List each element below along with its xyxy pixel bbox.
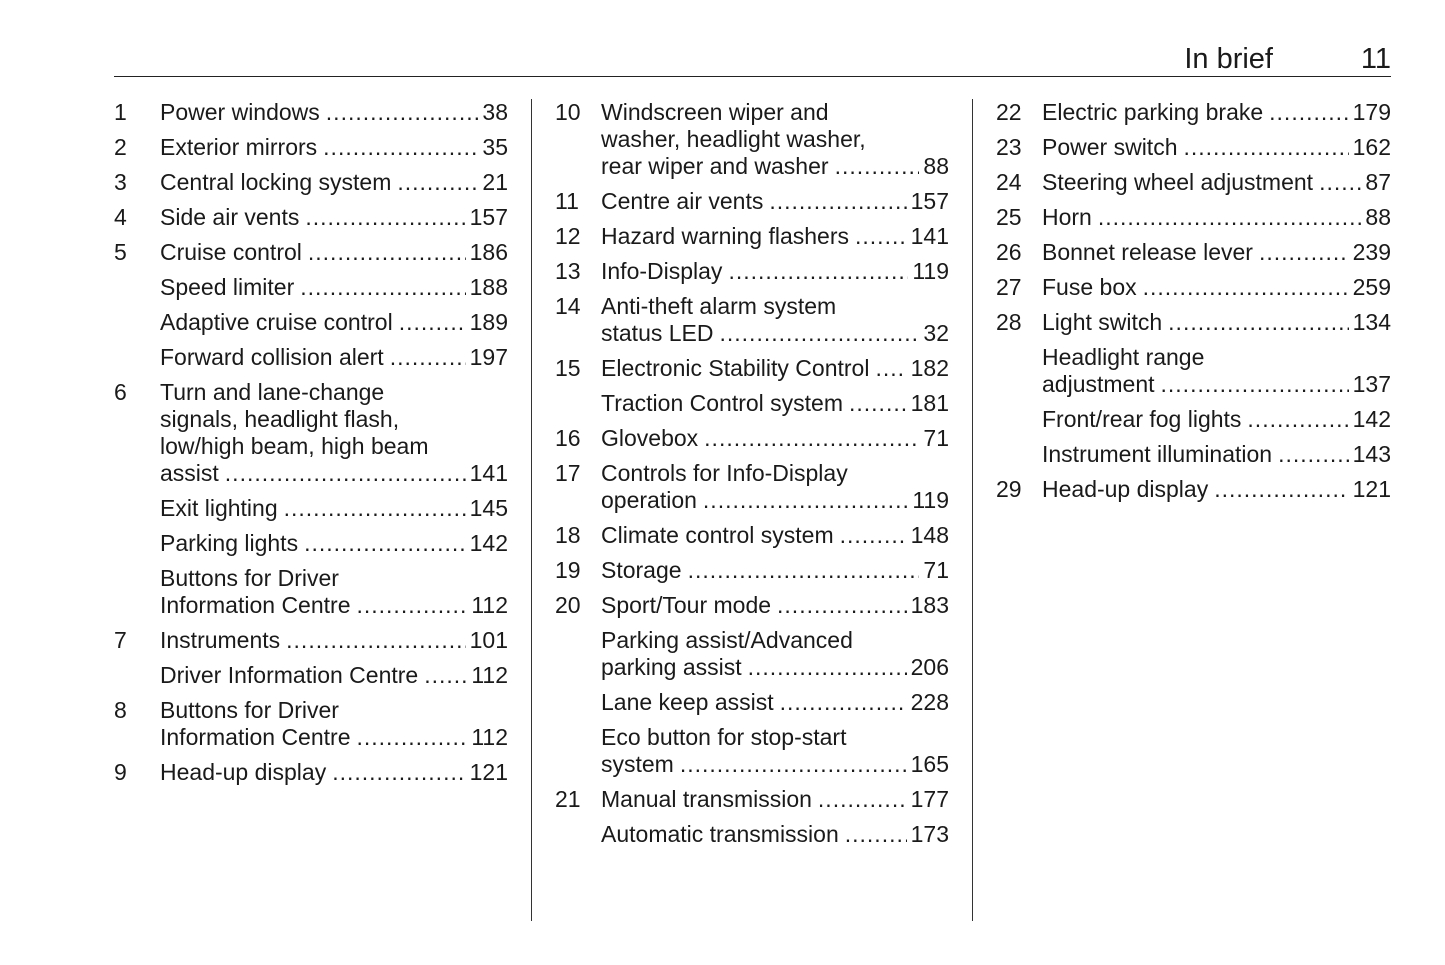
page-reference[interactable]: 121 [469,759,508,785]
entry-text-line: Centre air vents [601,188,764,214]
index-entry [555,99,949,180]
entry-number: 17 [555,460,581,486]
entry-text-line: Information Centre [160,724,351,750]
index-subentry [114,530,508,557]
dot-leader [748,654,907,681]
entry-final-line [601,654,949,681]
entry-final-line [1042,371,1391,398]
entry-final-line [601,390,949,417]
entry-final-line [601,592,949,619]
entry-text-line: Light switch [1042,309,1163,335]
entry-final-line [160,530,508,557]
index-entry [555,188,949,215]
index-entry [555,522,949,549]
entry-text-line: Hazard warning flashers [601,223,850,249]
index-entry [996,239,1391,266]
page-reference[interactable]: 112 [471,592,508,618]
dot-leader [835,153,920,180]
entry-final-line [601,425,949,452]
entry-number: 2 [114,134,127,160]
entry-text-line: Power switch [1042,134,1178,160]
dot-leader [326,99,479,126]
dot-leader [1259,239,1349,266]
entry-number: 4 [114,204,127,230]
index-entry [555,557,949,584]
entry-number: 19 [555,557,581,583]
entry-number: 14 [555,293,581,319]
dot-leader [720,320,920,347]
index-entry [996,274,1391,301]
entry-text-line: Traction Control system [601,390,843,416]
entry-number: 18 [555,522,581,548]
entry-text-line: system [601,751,674,777]
entry-final-line [601,522,949,549]
section-title: In brief [1184,43,1273,75]
entry-final-line [160,99,508,126]
entry-text-line: operation [601,487,697,513]
entry-final-line [601,557,949,584]
page-reference[interactable]: 112 [471,724,508,750]
entry-number: 1 [114,99,127,125]
entry-final-line [160,204,508,231]
entry-final-line [160,460,508,487]
entry-text-line: Climate control system [601,522,834,548]
index-entry [996,476,1391,503]
index-subentry [555,627,949,681]
dot-leader [424,662,467,689]
entry-final-line [601,188,949,215]
entry-text-line: Windscreen wiper and [601,99,829,125]
entry-number: 23 [996,134,1022,160]
page-reference[interactable]: 101 [469,627,508,653]
entry-text-line: Lane keep assist [601,689,774,715]
entry-final-line [601,786,949,813]
page-reference[interactable]: 179 [1352,99,1391,125]
page-reference[interactable]: 145 [469,495,508,521]
entry-final-line [1042,239,1391,266]
dot-leader [777,592,907,619]
index-entry [996,134,1391,161]
index-entry [114,99,508,126]
entry-final-line [601,751,949,778]
dot-leader [845,821,907,848]
index-entry [114,379,508,487]
index-entry [996,309,1391,336]
dot-leader [397,169,478,196]
entry-number: 6 [114,379,127,405]
page-reference[interactable]: 148 [910,522,949,548]
entry-text-line: Exterior mirrors [160,134,318,160]
entry-text-line: Buttons for Driver [160,565,339,591]
dot-leader [840,522,907,549]
entry-final-line [1042,309,1391,336]
entry-final-line [1042,169,1391,196]
entry-final-line [160,495,508,522]
page-reference[interactable]: 162 [1352,134,1391,160]
entry-number: 25 [996,204,1022,230]
entry-text-line: washer, headlight washer, [601,126,866,152]
index-subentry [996,441,1391,468]
entry-number: 28 [996,309,1022,335]
entry-final-line [601,689,949,716]
entry-text-line: Storage [601,557,682,583]
dot-leader [286,627,465,654]
entry-final-line [160,134,508,161]
page-reference[interactable]: 71 [923,425,949,451]
dot-leader [1168,309,1348,336]
index-subentry [996,406,1391,433]
index-column-2 [555,99,949,856]
dot-leader [1214,476,1348,503]
page-reference[interactable]: 121 [1352,476,1391,502]
page-reference[interactable]: 157 [910,188,949,214]
entry-final-line [1042,134,1391,161]
entry-text-line: Headlight range [1042,344,1205,370]
index-subentry [555,390,949,417]
entry-final-line [160,759,508,786]
entry-text-line: Automatic transmission [601,821,839,847]
entry-number: 5 [114,239,127,265]
dot-leader [703,487,908,514]
entry-text-line: Power windows [160,99,320,125]
entry-final-line [160,592,508,619]
dot-leader [875,355,906,382]
entry-text-line: rear wiper and washer [601,153,829,179]
page-reference[interactable]: 239 [1352,239,1391,265]
entry-text-line: Cruise control [160,239,302,265]
index-entry [114,697,508,751]
entry-final-line [1042,99,1391,126]
dot-leader [308,239,466,266]
page-reference[interactable]: 142 [1352,406,1391,432]
index-entry [555,460,949,514]
dot-leader [332,759,465,786]
index-entry [555,592,949,619]
entry-text-line: Manual transmission [601,786,812,812]
entry-text-line: Adaptive cruise control [160,309,393,335]
page-reference[interactable]: 165 [910,751,949,777]
entry-text-line: Exit lighting [160,495,278,521]
dot-leader [849,390,907,417]
entry-final-line [601,487,949,514]
entry-number: 13 [555,258,581,284]
entry-text-line: Front/rear fog lights [1042,406,1242,432]
page-reference[interactable]: 186 [469,239,508,265]
entry-number: 21 [555,786,581,812]
entry-final-line [601,223,949,250]
entry-text-line: Head-up display [1042,476,1209,502]
index-entry [996,169,1391,196]
dot-leader [769,188,906,215]
entry-text-line: Electronic Stability Control [601,355,870,381]
entry-number: 8 [114,697,127,723]
index-entry [555,355,949,382]
entry-text-line: Instrument illumination [1042,441,1273,467]
page-reference[interactable]: 177 [910,786,949,812]
entry-number: 10 [555,99,581,125]
dot-leader [704,425,919,452]
entry-number: 22 [996,99,1022,125]
dot-leader [1161,371,1349,398]
index-entry [114,239,508,266]
dot-leader [305,204,465,231]
column-divider-2 [972,99,973,921]
column-divider-1 [531,99,532,921]
index-entry [555,293,949,347]
entry-text-line: Glovebox [601,425,699,451]
entry-text-line: signals, headlight flash, [160,406,400,432]
dot-leader [1269,99,1348,126]
entry-number: 27 [996,274,1022,300]
dot-leader [356,592,467,619]
index-entry [996,204,1391,231]
entry-text-line: assist [160,460,219,486]
entry-text-line: Turn and lane-change [160,379,385,405]
entry-text-line: Parking assist/Advanced [601,627,853,653]
entry-number: 7 [114,627,127,653]
dot-leader [855,223,907,250]
page-number: 11 [1360,43,1391,75]
entry-text-line: Steering wheel adjustment [1042,169,1314,195]
dot-leader [780,689,907,716]
entry-number: 20 [555,592,581,618]
entry-text-line: Info-Display [601,258,723,284]
page-reference[interactable]: 183 [910,592,949,618]
entry-final-line [160,662,508,689]
page-reference[interactable]: 182 [910,355,949,381]
dot-leader [390,344,466,371]
entry-text-line: Forward collision alert [160,344,384,370]
entry-final-line [160,344,508,371]
page-reference[interactable]: 181 [910,390,949,416]
page-reference[interactable]: 21 [482,169,508,195]
entry-final-line [1042,406,1391,433]
page-reference[interactable]: 259 [1352,274,1391,300]
page-reference[interactable]: 87 [1365,169,1391,195]
entry-number: 3 [114,169,127,195]
entry-text-line: Central locking system [160,169,392,195]
entry-number: 24 [996,169,1022,195]
index-subentry [114,309,508,336]
page-reference[interactable]: 157 [469,204,508,230]
entry-final-line [601,355,949,382]
entry-text-line: Parking lights [160,530,299,556]
page-reference[interactable]: 119 [912,258,949,284]
entry-text-line: adjustment [1042,371,1155,397]
page-reference[interactable]: 88 [1365,204,1391,230]
dot-leader [1278,441,1349,468]
entry-text-line: Anti-theft alarm system [601,293,837,319]
page-reference[interactable]: 137 [1352,371,1391,397]
page-reference[interactable]: 134 [1352,309,1391,335]
index-entry [114,134,508,161]
dot-leader [399,309,466,336]
index-subentry [114,662,508,689]
index-entry [555,786,949,813]
dot-leader [818,786,907,813]
dot-leader [680,751,907,778]
dot-leader [300,274,465,301]
entry-final-line [601,153,949,180]
index-entry [996,99,1391,126]
page-reference[interactable]: 112 [471,662,508,688]
page-reference[interactable]: 119 [912,487,949,513]
entry-number: 12 [555,223,581,249]
entry-text-line: Information Centre [160,592,351,618]
entry-final-line [1042,274,1391,301]
index-subentry [555,821,949,848]
index-subentry [555,724,949,778]
dot-leader [1098,204,1362,231]
dot-leader [1183,134,1348,161]
entry-number: 16 [555,425,581,451]
dot-leader [1247,406,1348,433]
entry-text-line: low/high beam, high beam [160,433,429,459]
dot-leader [728,258,908,285]
page-reference[interactable]: 206 [910,654,949,680]
index-subentry [555,689,949,716]
index-entry [114,627,508,654]
entry-text-line: Eco button for stop-start [601,724,847,750]
entry-number: 9 [114,759,127,785]
entry-text-line: Electric parking brake [1042,99,1264,125]
entry-text-line: parking assist [601,654,742,680]
page-reference[interactable]: 228 [910,689,949,715]
entry-text-line: Bonnet release lever [1042,239,1253,265]
entry-text-line: Fuse box [1042,274,1137,300]
entry-text-line: Buttons for Driver [160,697,339,723]
entry-text-line: Horn [1042,204,1092,230]
index-subentry [114,274,508,301]
entry-final-line [160,627,508,654]
page-reference[interactable]: 35 [482,134,508,160]
entry-number: 26 [996,239,1022,265]
entry-final-line [160,239,508,266]
index-subentry [114,565,508,619]
entry-number: 11 [555,188,579,214]
page-reference[interactable]: 173 [910,821,949,847]
index-entry [555,258,949,285]
index-column-1 [114,99,508,794]
index-subentry [114,344,508,371]
dot-leader [323,134,478,161]
entry-number: 29 [996,476,1022,502]
index-entry [114,204,508,231]
entry-final-line [1042,441,1391,468]
index-entry [114,759,508,786]
entry-text-line: Driver Information Centre [160,662,419,688]
entry-final-line [160,274,508,301]
entry-text-line: Controls for Info-Display [601,460,848,486]
page-reference[interactable]: 197 [469,344,508,370]
entry-final-line [1042,476,1391,503]
entry-text-line: Head-up display [160,759,327,785]
index-subentry [114,495,508,522]
page-reference[interactable]: 141 [469,460,508,486]
entry-text-line: Side air vents [160,204,300,230]
entry-final-line [160,724,508,751]
index-entry [114,169,508,196]
dot-leader [1143,274,1349,301]
page-reference[interactable]: 141 [910,223,949,249]
entry-text-line: status LED [601,320,714,346]
index-column-3 [996,99,1391,511]
page-reference[interactable]: 142 [469,530,508,556]
entry-final-line [601,258,949,285]
entry-text-line: Instruments [160,627,281,653]
entry-final-line [601,821,949,848]
entry-final-line [601,320,949,347]
entry-text-line: Sport/Tour mode [601,592,772,618]
dot-leader [356,724,467,751]
page-reference[interactable]: 38 [482,99,508,125]
dot-leader [688,557,920,584]
entry-text-line: Speed limiter [160,274,295,300]
dot-leader [1319,169,1361,196]
page-reference[interactable]: 143 [1352,441,1391,467]
entry-final-line [160,169,508,196]
dot-leader [225,460,466,487]
page-reference[interactable]: 189 [469,309,508,335]
index-subentry [996,344,1391,398]
page-reference[interactable]: 32 [923,320,949,346]
page-reference[interactable]: 188 [469,274,508,300]
entry-number: 15 [555,355,581,381]
page-reference[interactable]: 88 [923,153,949,179]
index-entry [555,223,949,250]
index-entry [555,425,949,452]
dot-leader [304,530,466,557]
dot-leader [284,495,466,522]
page-reference[interactable]: 71 [923,557,949,583]
entry-final-line [1042,204,1391,231]
entry-final-line [160,309,508,336]
page-header [114,38,1391,77]
